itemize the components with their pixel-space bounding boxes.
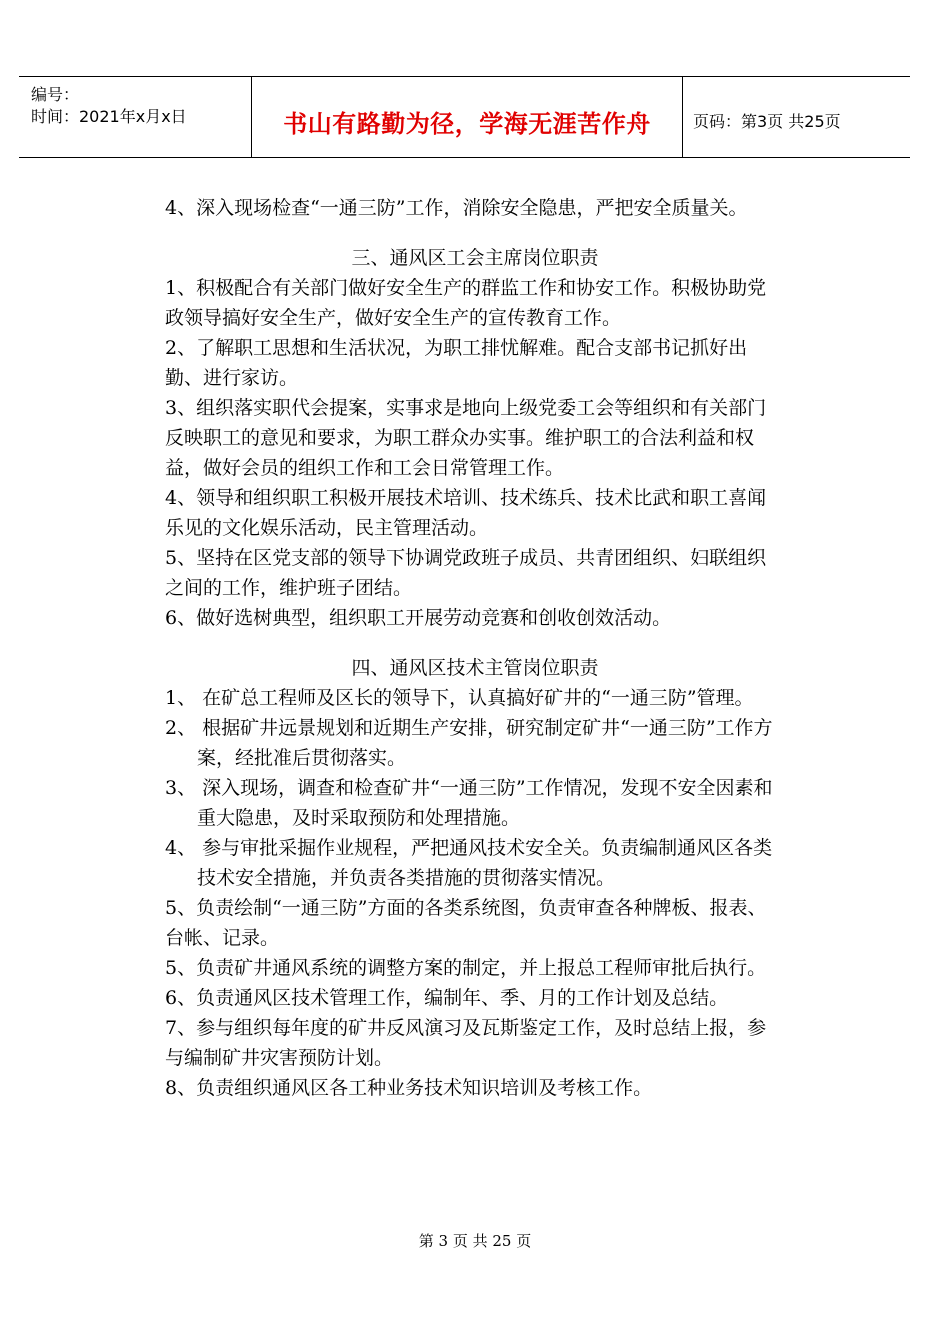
list-item: 4、领导和组织职工积极开展技术培训、技术练兵、技术比武和职工喜闻乐见的文化娱乐活动，民主管理活动。 [165,487,767,539]
doc-number-label: 编号： [31,85,80,104]
doc-time-label: 时间：2021年x月x日 [31,107,187,126]
list-item: 2、 根据矿井远景规划和近期生产安排，研究制定矿井“一通三防”工作方案，经批准后贯彻落实。 [165,717,773,769]
list-item: 6、负责通风区技术管理工作，编制年、季、月的工作计划及总结。 [165,987,729,1009]
header-page-cell [683,77,910,157]
list-item: 1、 在矿总工程师及区长的领导下，认真搞好矿井的“一通三防”管理。 [165,687,754,709]
list-item: 1、积极配合有关部门做好安全生产的群监工作和协安工作。积极协助党政领导搞好安全生产，做好安全生产的宣传教育工作。 [165,277,767,329]
paragraph: 4、深入现场检查“一通三防”工作，消除安全隐患，严把安全质量关。 [165,197,748,219]
header-motto-cell [252,77,683,157]
list-item: 2、了解职工思想和生活状况，为职工排忧解难。配合支部书记抓好出勤、进行家访。 [165,337,748,389]
list-item: 6、做好选树典型，组织职工开展劳动竞赛和创收创效活动。 [165,607,672,629]
list-item: 4、 参与审批采掘作业规程，严把通风技术安全关。负责编制通风区各类技术安全措施，并负责各类措施的贯彻落实情况。 [165,837,773,889]
list-item: 5、负责绘制“一通三防”方面的各类系统图，负责审查各种牌板、报表、台帐、记录。 [165,897,767,949]
list-item: 8、负责组织通风区各工种业务技术知识培训及考核工作。 [165,1077,653,1099]
header-page-label: 页码：第3页 共25页 [693,112,841,131]
header-motto: 书山有路勤为径，学海无涯苦作舟 [283,110,651,138]
list-item: 3、组织落实职代会提案，实事求是地向上级党委工会等组织和有关部门反映职工的意见和要求，为职工群众办实事。维护职工的合法利益和权益，做好会员的组织工作和工会日常管理工作。 [165,397,767,479]
list-item: 5、负责矿井通风系统的调整方案的制定，并上报总工程师审批后执行。 [165,957,767,979]
list-item: 3、 深入现场，调查和检查矿井“一通三防”工作情况，发现不安全因素和重大隐患，及时采取预防和处理措施。 [165,777,773,829]
document-header [19,76,910,158]
header-info-cell [19,77,252,157]
section-heading: 三、通风区工会主席岗位职责 [351,247,599,269]
document-body [165,193,785,1103]
page-footer: 第 3 页 共 25 页 [418,1232,532,1250]
list-item: 7、参与组织每年度的矿井反风演习及瓦斯鉴定工作，及时总结上报，参与编制矿井灾害预防计划。 [165,1017,767,1069]
list-item: 5、坚持在区党支部的领导下协调党政班子成员、共青团组织、妇联组织之间的工作，维护班子团结。 [165,547,767,599]
section-heading: 四、通风区技术主管岗位职责 [351,657,599,679]
